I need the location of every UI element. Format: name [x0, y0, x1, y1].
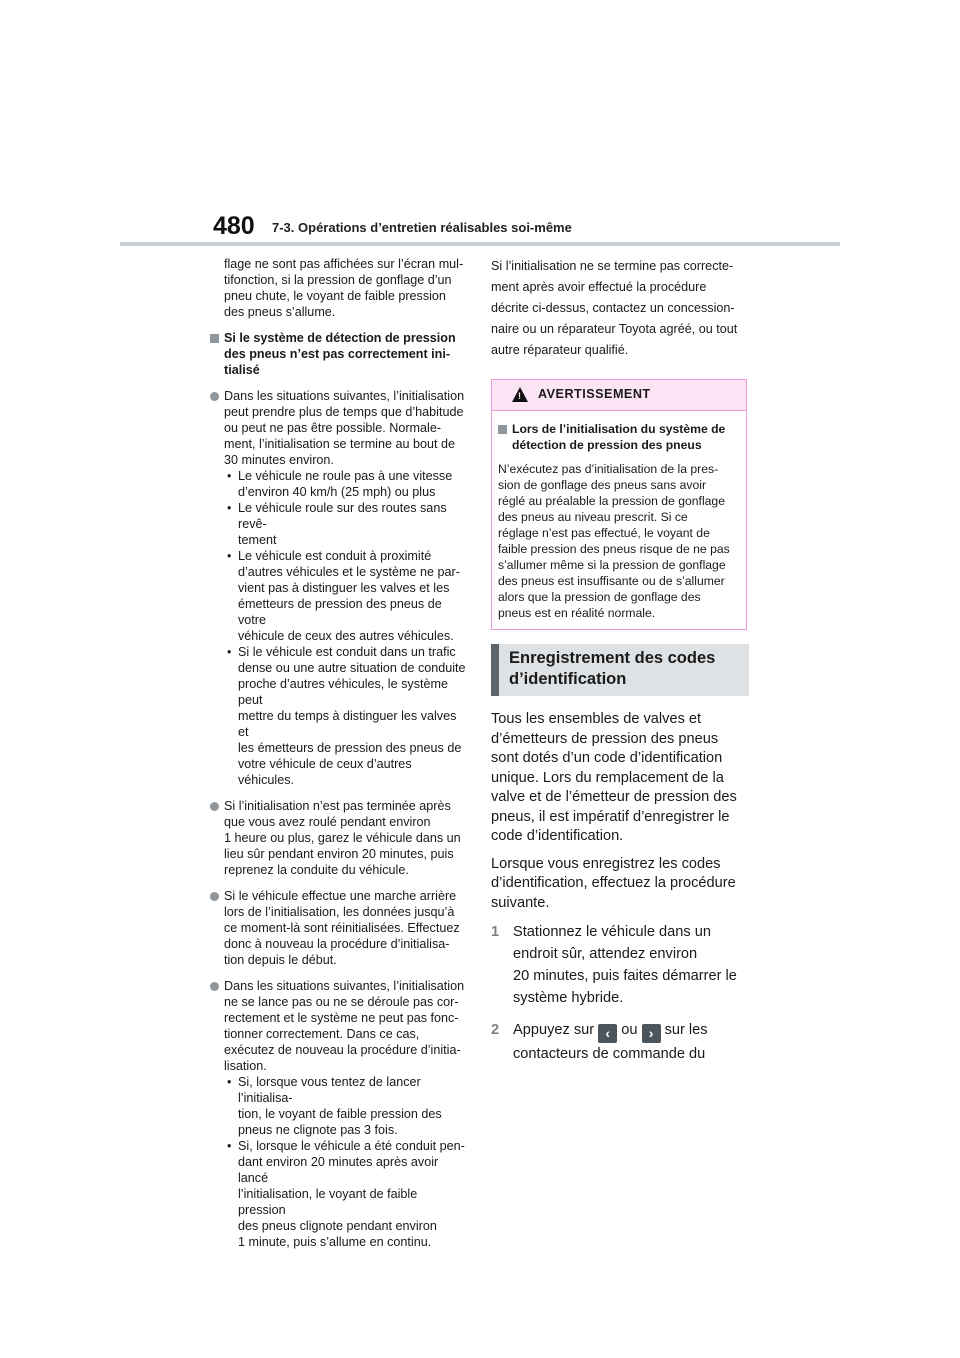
warning-exclamation-icon: ! — [518, 391, 521, 401]
text-line: réglé au préalable la pression de gonflage — [498, 494, 725, 508]
sub-bullet-icon: • — [227, 645, 232, 659]
text-line: d’autres véhicules et le système ne par- — [238, 565, 460, 579]
text-line: Lors de l’initialisation du système de — [512, 422, 726, 436]
text-line: unique. Lors du remplacement de la — [491, 769, 724, 786]
text-line: tialisé — [224, 363, 260, 377]
text-line: Dans les situations suivantes, l’initialisation — [224, 389, 465, 403]
right-column — [491, 256, 751, 1075]
text-line: code d’identification. — [491, 828, 624, 844]
sub-bullet-icon: • — [227, 1139, 232, 1153]
warning-header — [492, 380, 746, 411]
text-line: ou peut ne pas être possible. Normale- — [224, 421, 442, 435]
text-line: décrite ci-dessus, contactez un concession- — [491, 301, 735, 315]
text-line: contacteurs de commande du — [513, 1046, 706, 1062]
text-line: exécutez de nouveau la procédure d’initia- — [224, 1043, 461, 1057]
sub-item — [224, 468, 466, 500]
chevron-right-icon: › — [642, 1024, 661, 1043]
text-line: tifonction, si la pression de gonflage d’un — [224, 273, 452, 287]
sub-item — [224, 500, 466, 548]
text-line: ce moment-là sont réinitialisées. Effectuez — [224, 921, 460, 935]
text-line: pneus, il est impératif d’enregistrer le — [491, 808, 730, 825]
text-line: d’émetteurs de pression des pneus — [491, 730, 719, 747]
square-bullet-icon — [498, 425, 507, 434]
left-intro — [210, 256, 466, 320]
text-line: dant environ 20 minutes après avoir lancé — [238, 1155, 439, 1185]
text-line: rectement et le système ne peut pas fonc- — [224, 1011, 459, 1025]
text-line: d’identification, effectuez la procédure — [491, 875, 736, 891]
sub-bullet-icon: • — [227, 1075, 232, 1089]
right-intro — [491, 256, 751, 361]
text-line: sont dotés d’un code d’identification — [491, 750, 723, 766]
text-line: endroit sûr, attendez environ — [513, 946, 698, 962]
text-line: 20 minutes, puis faites démarrer le — [513, 968, 737, 984]
text-line: peut prendre plus de temps que d’habitude — [224, 405, 464, 419]
text-line: Si, lorsque le véhicule a été conduit pen- — [238, 1139, 465, 1153]
text-line: 1 heure ou plus, garez le véhicule dans un — [224, 831, 461, 845]
text-line: Dans les situations suivantes, l’initialisation — [224, 979, 465, 993]
text-line: faible pression des pneus risque de ne pas — [498, 542, 730, 556]
text-line: proche d’autres véhicules, le système peut — [238, 677, 448, 707]
text-line: donc à nouveau la procédure d’initialisa- — [224, 937, 450, 951]
text-line: reprenez la conduite du véhicule. — [224, 863, 409, 877]
text-line: naire ou un réparateur Toyota agréé, ou tout — [491, 322, 738, 336]
sub-item — [224, 1074, 466, 1138]
text-line: pneu chute, le voyant de faible pression — [224, 289, 446, 303]
text-line: lieu sûr pendant environ 20 minutes, puis — [224, 847, 454, 861]
text-line: tionner correctement. Dans ce cas, — [224, 1027, 420, 1041]
page-number: 480 — [213, 212, 255, 240]
text-line: réglage n’est pas effectué, le voyant de — [498, 526, 710, 540]
warning-body — [492, 411, 746, 629]
text-line: vient pas à distinguer les valves et les — [238, 581, 450, 595]
step-text: ou — [621, 1022, 638, 1038]
text-line: Si le véhicule est conduit dans un trafic — [238, 645, 456, 659]
sub-item — [224, 548, 466, 644]
text-line: Si l’initialisation ne se termine pas correcte- — [491, 259, 734, 273]
text-line: Le véhicule ne roule pas à une vitesse — [238, 469, 453, 483]
text-line: que vous avez roulé pendant environ — [224, 815, 431, 829]
text-line: ment après avoir effectué la procédure — [491, 280, 707, 294]
text-line: pneus ne clignote pas 3 fois. — [238, 1123, 398, 1137]
step-text: Appuyez sur — [513, 1022, 595, 1038]
text-line: alors que la pression de gonflage des — [498, 590, 701, 604]
text-line: l’initialisation, le voyant de faible pression — [238, 1187, 418, 1217]
text-line: votre véhicule de ceux d’autres véhicules. — [238, 757, 412, 787]
text-line: d’environ 40 km/h (25 mph) ou plus — [238, 485, 436, 499]
circle-bullet-icon — [210, 802, 219, 811]
sub-item — [224, 1138, 466, 1250]
text-line: valve et de l’émetteur de pression des — [491, 789, 737, 805]
text-line: tion depuis le début. — [224, 953, 337, 967]
section-title: 7-3. Opérations d’entretien réalisables soi-même — [272, 220, 572, 235]
circle-bullet-icon — [210, 892, 219, 901]
text-line: sion de gonflage des pneus sans avoir — [498, 478, 707, 492]
text-line: autre réparateur qualifié. — [491, 343, 629, 357]
step-number: 1 — [491, 924, 500, 940]
header-rule — [120, 242, 840, 246]
text-line: 30 minutes environ. — [224, 453, 334, 467]
step-number: 2 — [491, 1022, 500, 1038]
sub-item — [224, 644, 466, 788]
left-subhead — [210, 330, 466, 378]
section-heading — [491, 644, 749, 696]
text-line: mettre du temps à distinguer les valves et — [238, 709, 457, 739]
text-line: tement — [238, 533, 277, 547]
bullet-3 — [210, 888, 466, 968]
warning-box — [491, 379, 747, 630]
text-line: lors de l’initialisation, les données jusqu’à — [224, 905, 455, 919]
sub-bullet-icon: • — [227, 549, 232, 563]
text-line: Le véhicule est conduit à proximité — [238, 549, 432, 563]
text-line: Si le système de détection de pression — [224, 331, 456, 345]
text-line: ment, l’initialisation se termine au bout de — [224, 437, 456, 451]
chevron-left-icon: ‹ — [598, 1024, 617, 1043]
text-line: des pneus au niveau prescrit. Si ce — [498, 510, 688, 524]
text-line: Si le véhicule effectue une marche arrière — [224, 889, 457, 903]
text-line: des pneus est insuffisante ou de s’allumer — [498, 574, 725, 588]
step-2 — [491, 1019, 751, 1065]
text-line: Si l’initialisation n’est pas terminée après — [224, 799, 451, 813]
text-line: détection de pression des pneus — [512, 438, 702, 452]
warning-subhead — [498, 421, 740, 453]
text-line: ne se lance pas ou ne se déroule pas cor- — [224, 995, 459, 1009]
text-line — [513, 1019, 751, 1043]
text-line: Lorsque vous enregistrez les codes — [491, 855, 721, 872]
text-line: lisation. — [224, 1059, 267, 1073]
text-line: des pneus clignote pendant environ — [238, 1219, 437, 1233]
text-line: flage ne sont pas affichées sur l’écran mul- — [224, 257, 464, 271]
text-line: émetteurs de pression des pneus de votre — [238, 597, 442, 627]
text-line: Le véhicule roule sur des routes sans revê- — [238, 501, 447, 531]
text-line: des pneus s’allume. — [224, 305, 336, 319]
circle-bullet-icon — [210, 392, 219, 401]
text-line: tion, le voyant de faible pression des — [238, 1107, 442, 1121]
text-line: Enregistrement des codes — [509, 649, 716, 667]
text-line: s’allumer même si la pression de gonflage — [498, 558, 726, 572]
text-line: dense ou une autre situation de conduite — [238, 661, 466, 675]
bullet-2 — [210, 798, 466, 878]
step-text: sur les — [664, 1022, 708, 1038]
square-bullet-icon — [210, 334, 219, 343]
text-line: 1 minute, puis s’allume en continu. — [238, 1235, 432, 1249]
sub-bullet-icon: • — [227, 501, 232, 515]
step-1 — [491, 921, 751, 1009]
text-line: Si, lorsque vous tentez de lancer l’initialisa- — [238, 1075, 421, 1105]
warning-title: AVERTISSEMENT — [538, 387, 651, 401]
sub-bullet-icon: • — [227, 469, 232, 483]
text-line: les émetteurs de pression des pneus de — [238, 741, 462, 755]
circle-bullet-icon — [210, 982, 219, 991]
text-line: Tous les ensembles de valves et — [491, 711, 702, 727]
bullet-1 — [210, 388, 466, 788]
paragraph-1 — [491, 710, 751, 847]
left-column — [210, 256, 466, 1260]
text-line: Stationnez le véhicule dans un — [513, 924, 711, 940]
text-line: système hybride. — [513, 990, 624, 1006]
text-line: des pneus n’est pas correctement ini- — [224, 347, 451, 361]
text-line: d’identification — [509, 670, 627, 688]
warning-text — [498, 461, 740, 621]
paragraph-2 — [491, 855, 751, 914]
text-line: pneus est en réalité normale. — [498, 606, 656, 620]
bullet-4 — [210, 978, 466, 1250]
text-line: véhicule de ceux des autres véhicules. — [238, 629, 454, 643]
text-line: N’exécutez pas d’initialisation de la pres- — [498, 462, 719, 476]
text-line: suivante. — [491, 894, 550, 911]
